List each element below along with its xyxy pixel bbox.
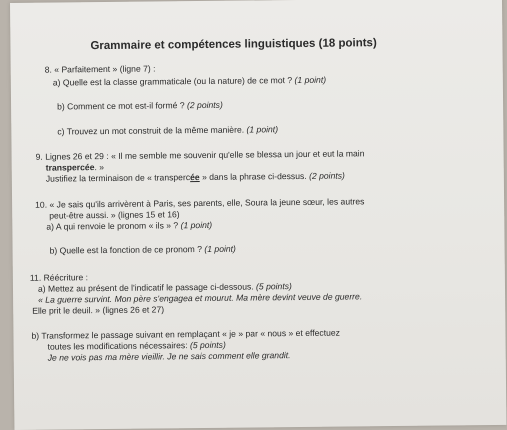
q11b-quote: Je ne vois pas ma mère vieillir. Je ne sais comment elle grandit. [47,350,291,363]
q9-bold-word: transpercée [45,162,95,173]
q8c [57,124,278,136]
q8a [53,75,326,88]
q8b [57,100,223,112]
q10-line2: peut-être aussi. » (lignes 15 et 16) [49,209,180,221]
q10b-text: b) Quelle est la fonction de ce pronom ? [49,244,203,256]
section-title: Grammaire et compétences linguistiques (18 points) [90,37,377,53]
q9-line2-rest: . » [94,162,105,173]
q9-line3-pre: Justifiez la terminaison de « transperc [45,172,191,184]
q9-line2 [46,162,104,173]
q9-line1: 9. Lignes 26 et 29 : « Il me semble me souvenir qu'elle se blessa un jour et eut la main [35,148,365,162]
q9-underlined-ending: ée [190,172,200,183]
q11a-points: (5 points) [255,281,292,292]
q11-heading: 11. Réécriture : [29,272,89,283]
q11a-text: a) Mettez au présent de l'indicatif le passage ci-dessous. [37,281,254,294]
q10a [46,220,212,232]
q11b-points: (5 points) [189,339,226,351]
q8a-points: (1 point) [294,74,327,86]
q10a-points: (1 point) [180,219,213,231]
q10-line1: 10. « Je sais qu'ils arrivèrent à Paris, ses parents, elle, Soura la jeune sœur, les autres [35,196,365,210]
q8c-text: c) Trouvez un mot construit de la même manière. [57,124,245,137]
q11a-quote-line2: Elle prit le deuil. » (lignes 26 et 27) [32,304,165,316]
q10b [50,244,236,256]
q9-points: (2 points) [309,170,345,181]
q8c-points: (1 point) [246,124,279,135]
q11b-line2-text: toutes les modifications nécessaires: [47,340,188,352]
exam-sheet [10,0,506,430]
q8b-points: (2 points) [186,99,223,111]
q8a-text: a) Quelle est la classe grammaticale (ou la nature) de ce mot ? [52,75,293,88]
q9-line3 [46,171,345,184]
q10b-points: (1 point) [204,243,236,254]
q10a-text: a) A qui renvoie le pronom « ils » ? [46,220,179,232]
q8-heading: 8. « Parfaitement » (ligne 7) : [44,63,156,75]
q11a-quote: « La guerre survint. Mon père s'engagea et mourut. Ma mère devint veuve de guerre. [38,291,363,305]
q9-line3-post: » dans la phrase ci-dessus. [199,170,307,183]
q11b-line1: b) Transformez le passage suivant en remplaçant « je » par « nous » et effectuez [31,327,340,341]
q8b-text: b) Comment ce mot est-il formé ? [57,100,185,112]
q11b-line2 [48,340,226,352]
